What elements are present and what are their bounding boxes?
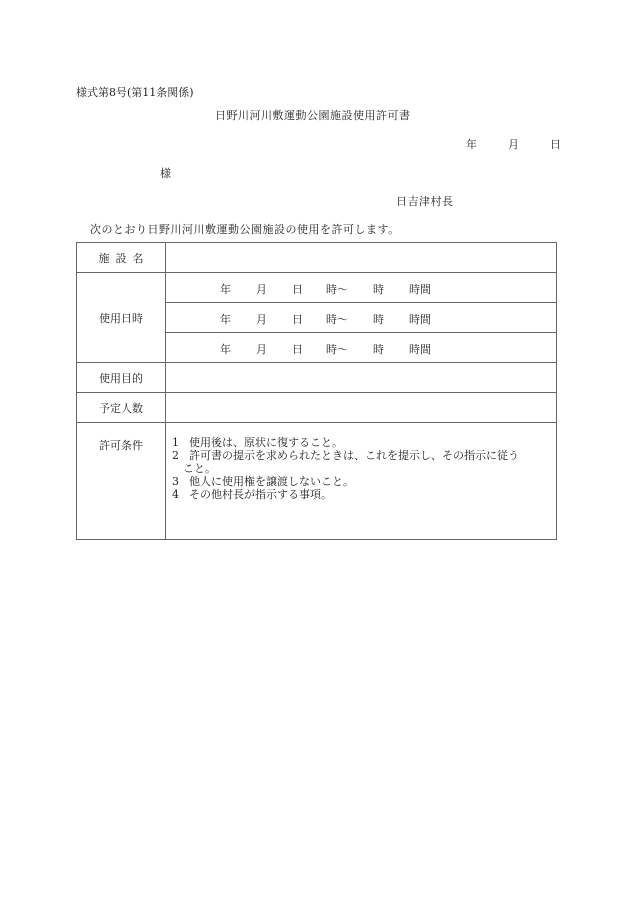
row-datetime-1 [77, 273, 557, 303]
conditions-label: 許可条件 [77, 423, 166, 540]
condition-item-4: 4 その他村長が指示する事項。 [172, 488, 332, 501]
date-month: 月 [508, 138, 519, 151]
row-purpose [77, 363, 557, 393]
facility-name-label: 施設名 [77, 243, 166, 273]
purpose-label: 使用目的 [77, 363, 166, 393]
condition-item-3: 3 他人に使用権を譲渡しないこと。 [172, 475, 354, 488]
permit-table [76, 242, 557, 540]
date-year: 年 [466, 138, 477, 151]
expected-people-value [166, 393, 557, 423]
issue-date [466, 136, 561, 152]
date-day: 日 [550, 138, 561, 151]
addressee-suffix: 様 [160, 167, 171, 180]
document-title: 日野川河川敷運動公園施設使用許可書 [215, 109, 411, 122]
datetime-slot-1: 年 月 日 時〜 時 時間 [166, 273, 557, 303]
form-number: 様式第8号(第11条関係) [76, 86, 194, 99]
condition-item-2-continued: こと。 [183, 462, 216, 475]
condition-item-1: 1 使用後は、原状に復すること。 [172, 436, 343, 449]
condition-item-2: 2 許可書の提示を求められたときは、これを提示し、その指示に従う [172, 449, 519, 462]
row-facility-name [77, 243, 557, 273]
usage-datetime-label: 使用日時 [77, 273, 166, 363]
issuer-name: 日吉津村長 [396, 195, 454, 208]
expected-people-label: 予定人数 [77, 393, 166, 423]
row-expected-people [77, 393, 557, 423]
intro-text: 次のとおり日野川河川敷運動公園施設の使用を許可します。 [90, 223, 400, 236]
conditions-value [166, 423, 557, 540]
datetime-slot-2: 年 月 日 時〜 時 時間 [166, 303, 557, 333]
datetime-slot-3: 年 月 日 時〜 時 時間 [166, 333, 557, 363]
purpose-value [166, 363, 557, 393]
row-conditions [77, 423, 557, 540]
facility-name-value [166, 243, 557, 273]
